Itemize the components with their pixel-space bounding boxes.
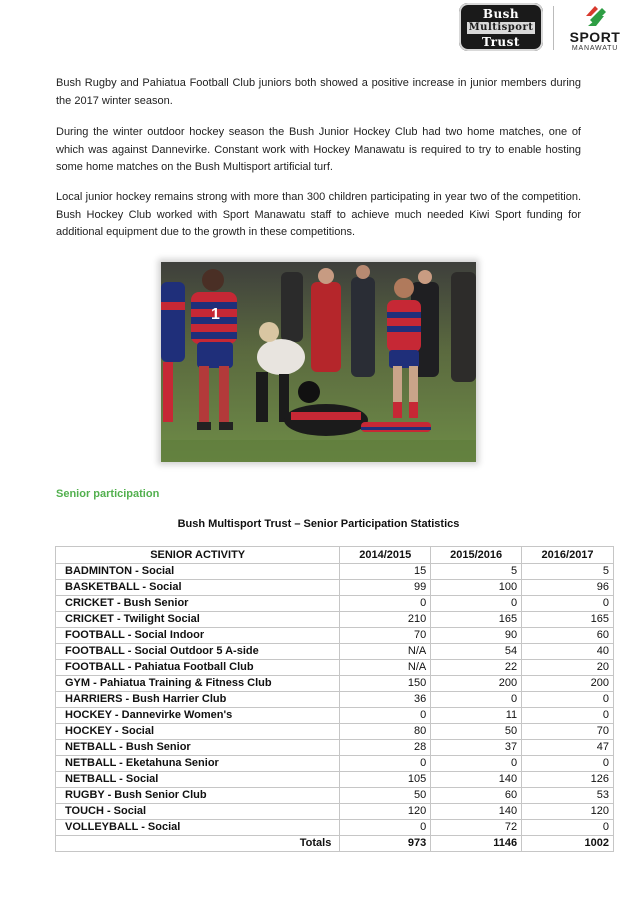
table-row: [56, 756, 614, 772]
jersey-number: 1: [211, 306, 220, 323]
value-cell: 200: [522, 676, 614, 692]
value-cell: 150: [340, 676, 431, 692]
value-cell: 0: [431, 596, 522, 612]
table-row: [56, 676, 614, 692]
value-cell: 80: [340, 724, 431, 740]
table-body: [56, 564, 614, 836]
activity-cell: FOOTBALL - Social Outdoor 5 A-side: [56, 644, 340, 660]
value-cell: 28: [340, 740, 431, 756]
value-cell: 165: [522, 612, 614, 628]
value-cell: 126: [522, 772, 614, 788]
logo-line-trust: Trust: [482, 35, 520, 49]
value-cell: 70: [522, 724, 614, 740]
value-cell: 0: [522, 708, 614, 724]
value-cell: 0: [431, 756, 522, 772]
value-cell: 99: [340, 580, 431, 596]
value-cell: 0: [522, 596, 614, 612]
activity-cell: FOOTBALL - Pahiatua Football Club: [56, 660, 340, 676]
table-row: [56, 820, 614, 836]
value-cell: 165: [431, 612, 522, 628]
value-cell: 50: [431, 724, 522, 740]
sport-logo-word: SPORT: [569, 29, 621, 45]
value-cell: 15: [340, 564, 431, 580]
activity-cell: BADMINTON - Social: [56, 564, 340, 580]
logo-line-multisport: Multisport: [468, 22, 534, 33]
value-cell: 210: [340, 612, 431, 628]
value-cell: N/A: [340, 660, 431, 676]
value-cell: 96: [522, 580, 614, 596]
value-cell: 0: [340, 596, 431, 612]
activity-cell: NETBALL - Social: [56, 772, 340, 788]
value-cell: 140: [431, 772, 522, 788]
table-row: [56, 692, 614, 708]
value-cell: 60: [522, 628, 614, 644]
paragraph-rugby-football: Bush Rugby and Pahiatua Football Club juniors both showed a positive increase in junior members during the 2017 winter season.: [56, 77, 581, 107]
manawatu-logo-word: MANAWATU: [571, 45, 619, 52]
table-row: [56, 788, 614, 804]
junior-rugby-photo: [161, 262, 476, 462]
value-cell: 53: [522, 788, 614, 804]
value-cell: 0: [340, 708, 431, 724]
table-row: [56, 628, 614, 644]
table-row: [56, 580, 614, 596]
value-cell: 20: [522, 660, 614, 676]
totals-label: Totals: [56, 836, 340, 852]
value-cell: 72: [431, 820, 522, 836]
value-cell: 11: [431, 708, 522, 724]
value-cell: 90: [431, 628, 522, 644]
table-row: [56, 772, 614, 788]
value-cell: 0: [340, 820, 431, 836]
value-cell: 70: [340, 628, 431, 644]
value-cell: 120: [340, 804, 431, 820]
table-row: [56, 660, 614, 676]
totals-row: [56, 836, 614, 852]
paragraph-junior-hockey: Local junior hockey remains strong with more than 300 children participating in year two of the competition. Bush Hockey Club worked with Sport Manawatu staff to achieve much needed Kiwi Sport funding for additional equipment due to the growth in these competitions.: [56, 191, 581, 238]
value-cell: 120: [522, 804, 614, 820]
activity-cell: HOCKEY - Social: [56, 724, 340, 740]
activity-cell: CRICKET - Twilight Social: [56, 612, 340, 628]
paragraph-winter-hockey: During the winter outdoor hockey season the Bush Junior Hockey Club had two home matches, one of which was against Dannevirke. Constant work with Hockey Manawatu is required to try to enable hosting some home matches on the Bush Multisport artificial turf.: [56, 126, 581, 173]
activity-cell: FOOTBALL - Social Indoor: [56, 628, 340, 644]
activity-cell: NETBALL - Bush Senior: [56, 740, 340, 756]
value-cell: 200: [431, 676, 522, 692]
value-cell: 105: [340, 772, 431, 788]
value-cell: 5: [522, 564, 614, 580]
value-cell: 22: [431, 660, 522, 676]
table-row: [56, 740, 614, 756]
activity-cell: VOLLEYBALL - Social: [56, 820, 340, 836]
value-cell: 36: [340, 692, 431, 708]
activity-cell: CRICKET - Bush Senior: [56, 596, 340, 612]
value-cell: 50: [340, 788, 431, 804]
sport-manawatu-logo: [560, 2, 630, 54]
logo-line-bush: Bush: [482, 7, 520, 21]
table-row: [56, 644, 614, 660]
value-cell: 5: [431, 564, 522, 580]
value-cell: 0: [522, 820, 614, 836]
section-heading: Senior participation: [56, 488, 160, 500]
value-cell: 47: [522, 740, 614, 756]
table-header-row: [56, 547, 614, 564]
table-row: [56, 564, 614, 580]
activity-cell: HOCKEY - Dannevirke Women's: [56, 708, 340, 724]
value-cell: 0: [522, 692, 614, 708]
column-header: 2016/2017: [522, 547, 614, 564]
rugby-scene-illustration: [161, 262, 476, 462]
activity-cell: GYM - Pahiatua Training & Fitness Club: [56, 676, 340, 692]
table-row: [56, 612, 614, 628]
activity-cell: NETBALL - Eketahuna Senior: [56, 756, 340, 772]
totals-cell: 1146: [431, 836, 522, 852]
logo-divider: [553, 6, 554, 50]
activity-cell: HARRIERS - Bush Harrier Club: [56, 692, 340, 708]
table-title: Bush Multisport Trust – Senior Participation Statistics: [177, 518, 460, 530]
column-header: 2015/2016: [431, 547, 522, 564]
activity-cell: RUGBY - Bush Senior Club: [56, 788, 340, 804]
totals-cell: 973: [340, 836, 431, 852]
column-header: 2014/2015: [340, 547, 431, 564]
bush-multisport-trust-logo: [459, 3, 543, 51]
table-row: [56, 724, 614, 740]
value-cell: 60: [431, 788, 522, 804]
activity-cell: TOUCH - Social: [56, 804, 340, 820]
value-cell: 140: [431, 804, 522, 820]
activity-cell: BASKETBALL - Social: [56, 580, 340, 596]
value-cell: 100: [431, 580, 522, 596]
table-row: [56, 596, 614, 612]
value-cell: N/A: [340, 644, 431, 660]
value-cell: 40: [522, 644, 614, 660]
senior-participation-table: [55, 546, 614, 852]
value-cell: 37: [431, 740, 522, 756]
value-cell: 54: [431, 644, 522, 660]
column-header: SENIOR ACTIVITY: [56, 547, 340, 564]
table-row: [56, 804, 614, 820]
sport-manawatu-icon: [582, 2, 610, 30]
value-cell: 0: [340, 756, 431, 772]
value-cell: 0: [522, 756, 614, 772]
table-row: [56, 708, 614, 724]
value-cell: 0: [431, 692, 522, 708]
totals-cell: 1002: [522, 836, 614, 852]
